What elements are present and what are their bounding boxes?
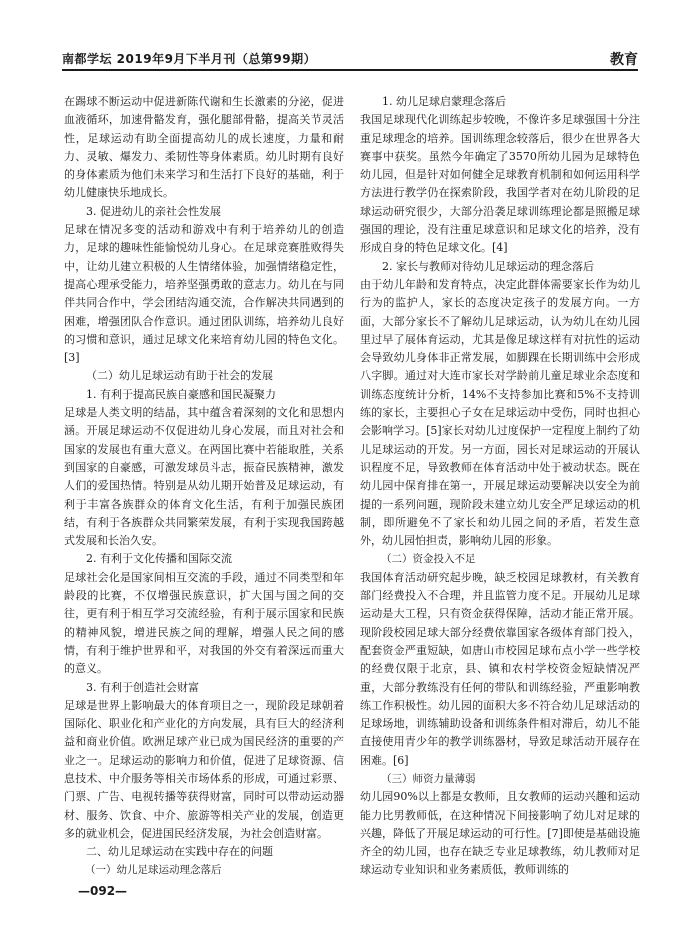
header-rule bbox=[62, 69, 638, 71]
paragraph: 幼儿园90%以上都是女教师，且女教师的运动兴趣和运动能力比男教师低，在这种情况下间接影响了幼儿对足球的兴趣，降低了开展足球运动的可行性。[7]即使是基础设施齐全的幼儿园，也存在缺乏专业足球教练，幼儿教师对足球运动专业知识和业务素质低，教师训练的 bbox=[360, 790, 640, 877]
paragraph: 我国体育活动研究起步晚，缺乏校园足球教材，有关教育部门经费投入不合理，并且监管力度不足。开展幼儿足球运动是大工程，只有资金获得保障，活动才能正常开展。现阶段校园足球大部分经费依靠国家各级体育部门投入，配套资金严重短缺，如唐山市校园足球布点小学一些学校的经费仅限于北京，县、镇和农村学校资金短缺情况严重，大部分教练没有任何的带队和训练经验，严重影响教练工作积极性。幼儿园的面积大多不符合幼儿足球活动的足球场地，训练辅助设备和训练条件相对滞后，幼儿不能直接使用青少年的教学训练器材，导致足球活动开展存在困难。[6] bbox=[360, 570, 640, 767]
subheading: 2. 有利于文化传播和国际交流 bbox=[86, 552, 232, 566]
section-heading: （二）幼儿足球运动有助于社会的发展 bbox=[86, 369, 273, 383]
subheading: 1. 有利于提高民族自豪感和国民凝聚力 bbox=[86, 387, 276, 401]
subsection-heading: （三）师资力量薄弱 bbox=[381, 772, 476, 785]
right-column bbox=[360, 93, 640, 880]
section-label: 教育 bbox=[610, 52, 638, 68]
subsection-heading: （二）资金投入不足 bbox=[381, 553, 476, 566]
subheading: 二、幼儿足球运动在实践中存在的问题 bbox=[86, 845, 273, 859]
paragraph: 足球在情况多变的活动和游戏中有利于培养幼儿的创造力，足球的趣味性能愉悦幼儿身心。在足球竞赛胜败得失中，让幼儿建立积极的人生情绪体验，加强情绪稳定性，提高心理承受能力，培养坚强勇敢的意志力。幼儿在与同伴共同合作中，学会团结沟通交流，合作解决共同遇到的困难，增强团队合作意识。通过团队训练，培养幼儿良好的习惯和意识，通过足球文化来培育幼儿园的特色文化。[3] bbox=[64, 223, 344, 365]
paragraph: 我国足球现代化训练起步较晚，不像许多足球强国十分注重足球理念的培养。国训练理念较落后，很少在世界各大赛事中获奖。虽然今年确定了3570所幼儿园为足球特色幼儿园，但是针对如何健全足球教育机制和如何运用科学方法进行教学仍在探索阶段，我国学者对在幼儿阶段的足球运动研究很少，大部分沿袭足球训练理论都是照搬足球强国的理论，没有注重足球意识和足球文化的培养，没有形成自身的特色足球文化。[4] bbox=[360, 113, 640, 255]
page-number: —092— bbox=[78, 884, 128, 898]
paragraph: 在踢球不断运动中促进新陈代谢和生长激素的分泌，促进血液循环，加速骨骼发育，强化腿部骨骼，提高关节灵活性，足球运动有助全面提高幼儿的成长速度，力量和耐力、灵敏、爆发力、柔韧性等身体素质。幼儿时期有良好的身体素质为他们未来学习和生活打下良好的基础，利于幼儿健康快乐地成长。 bbox=[64, 95, 344, 200]
subsection-heading: （一）幼儿足球运动理念落后 bbox=[85, 864, 222, 877]
journal-header: 南都学坛 2019年9月下半月刊（总第99期） bbox=[62, 52, 317, 66]
paragraph: 足球社会化是国家间相互交流的手段，通过不同类型和年龄段的比赛，不仅增强民族意识，扩大国与国之间的交往，更有利于相互学习交流经验，有利于展示国家和民族的精神风貌，增进民族之间的理解，增强人民之间的感情，有利于维护世界和平，对我国的外交有着深远而重大的意义。 bbox=[64, 570, 344, 676]
left-column bbox=[64, 93, 344, 880]
subheading: 1. 幼儿足球启蒙理念落后 bbox=[382, 95, 506, 108]
subheading: 3. 促进幼儿的亲社会性发展 bbox=[86, 204, 221, 218]
paragraph: 由于幼儿年龄和发育特点，决定此群体需要家长作为幼儿行为的监护人，家长的态度决定孩子的发展方向。一方面，大部分家长不了解幼儿足球运动，认为幼儿在幼儿园里过早了展体育运动，尤其是像足球这样有对抗性的运动会导致幼儿身体非正常发展，如脚踝在长期训练中会形成八字脚。通过对大连市家长对学龄前儿童足球业余态度和训练态度统计分析，14%不支持参加比赛和5%不支持训练的家长，主要担心子女在足球运动中受伤，同时也担心会影响学习。[5]家长对幼儿过度保护一定程度上制约了幼儿足球运动的开发。另一方面，园长对足球运动的开展认识程度不足，导致教师在体育活动中处于被动状态。既在幼儿园中保育排在第一，开展足球运动要解决以安全为前提的一系列问题，现阶段未建立幼儿安全严足球运动的机制，即所避免不了家长和幼儿园之间的矛盾，若发生意外，幼儿园怕担责，影响幼儿园的形象。 bbox=[360, 277, 640, 548]
subheading: 3. 有利于创造社会财富 bbox=[86, 680, 199, 694]
paragraph: 足球是世界上影响最大的体育项目之一，现阶段足球朝着国际化、职业化和产业化的方向发展，具有巨大的经济利益和商业价值。欧洲足球产业已成为国民经济的重要的产业之一。足球运动的影响力和价值，促进了足球资源、信息技术、中介服务等相关市场体系的形成，可通过彩票、门票、广告、电视转播等获得财富，同时可以带动运动器材、服务、饮食、中介、旅游等相关产业的发展，创造更多的就业机会，促进国民经济发展，为社会创造财富。 bbox=[64, 698, 344, 840]
paragraph: 足球是人类文明的结晶，其中蕴含着深刻的文化和思想内涵。开展足球运动不仅促进幼儿身心发展，而且对社会和国家的发展也有重大意义。在两国比赛中若能取胜，关系到国家的自豪感，可激发球员斗志，振奋民族精神，激发人们的爱国热情。特别是从幼儿期开始普及足球运动，有利于丰富各族群众的体育文化生活，有利于加强民族团结，有利于各族群众共同繁荣发展，有利于实现我国跨越式发展和长治久安。 bbox=[64, 406, 344, 548]
subheading: 2. 家长与教师对待幼儿足球运动的理念落后 bbox=[382, 259, 594, 273]
